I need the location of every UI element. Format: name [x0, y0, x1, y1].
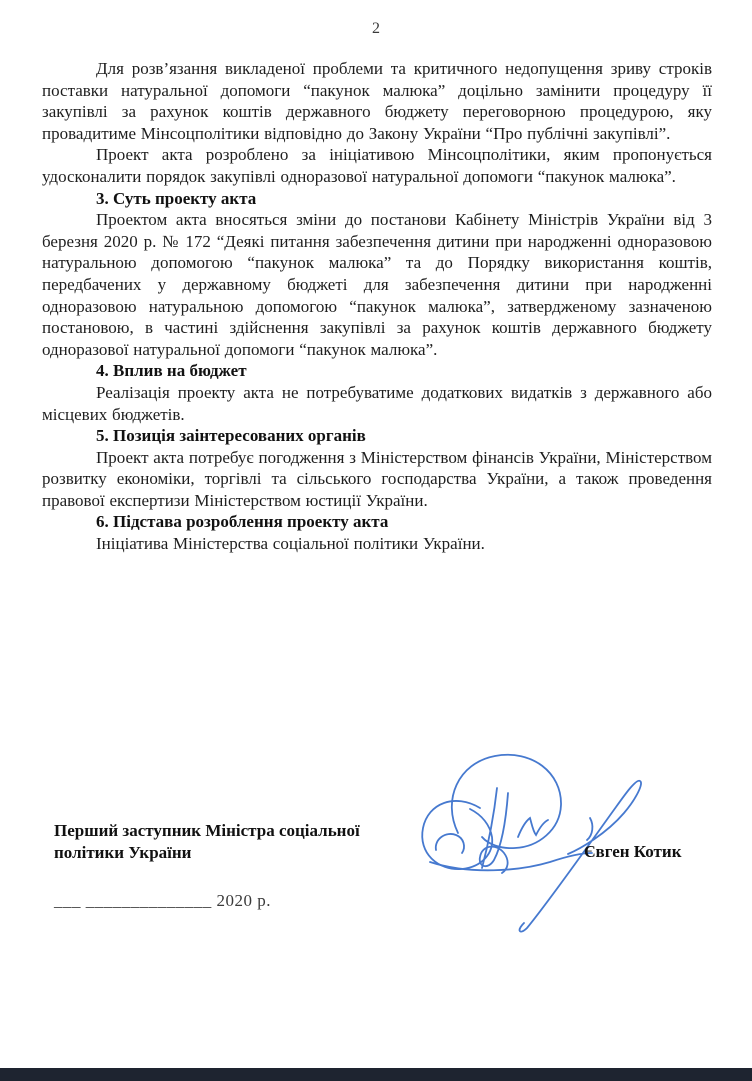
section-6-heading: 6. Підстава розроблення проекту акта [96, 512, 389, 532]
section-6-paragraph: Ініціатива Міністерства соціальної політики України. [96, 534, 485, 554]
date-blank-line: ___ ______________ 2020 р. [54, 891, 271, 910]
bottom-edge-bar [0, 1068, 752, 1081]
signer-title-line-2: політики України [54, 842, 192, 862]
signer-title [54, 820, 360, 863]
section-5-heading: 5. Позиція заінтересованих органів [96, 426, 366, 446]
signer-name: Євген Котик [584, 842, 682, 861]
page-number: 2 [372, 20, 380, 37]
section-4-heading: 4. Вплив на бюджет [96, 361, 247, 381]
signer-title-line-1: Перший заступник Міністра соціальної [54, 821, 360, 840]
intro-paragraph-1: Для розв’язання викладеної проблеми та критичного недопущення зриву строків поставки натуральної допомоги “пакунок малюка” доцільно замінити процедуру її закупівлі за рахунок коштів державного бюджету переговорною процедурою, яку провадитиме Мінсоцполітики відповідно до Закону України “Про публічні закупівлі”. [42, 59, 712, 143]
section-5-paragraph: Проект акта потребує погодження з Міністерством фінансів України, Міністерством розвитку економіки, торгівлі та сільського господарства України, а також проведення правової експертизи Міністерством юстиції України. [42, 447, 712, 510]
section-4-paragraph: Реалізація проекту акта не потребуватиме додаткових видатків з державного або місцевих бюджетів. [42, 382, 712, 424]
intro-paragraph-2: Проект акта розроблено за ініціативою Мінсоцполітики, яким пропонується удосконалити порядок закупівлі одноразової натуральної допомоги “пакунок малюка”. [42, 145, 712, 186]
document-body [42, 41, 712, 555]
section-3-paragraph: Проектом акта вносяться зміни до постанови Кабінету Міністрів України від 3 березня 2020 р. № 172 “Деякі питання забезпечення дитини при народженні одноразовою натуральною допомогою “пакунок малюка” та до Порядку використання коштів, передбачених у державному бюджеті для забезпечення дитини при народженні одноразовою натуральною допомогою “пакунок малюка”, затвердженому зазначеною постановою, в частині здійснення закупівлі за рахунок коштів державного бюджету одноразової натуральної допомоги “пакунок малюка”. [42, 210, 712, 359]
section-3-heading: 3. Суть проекту акта [96, 188, 257, 208]
